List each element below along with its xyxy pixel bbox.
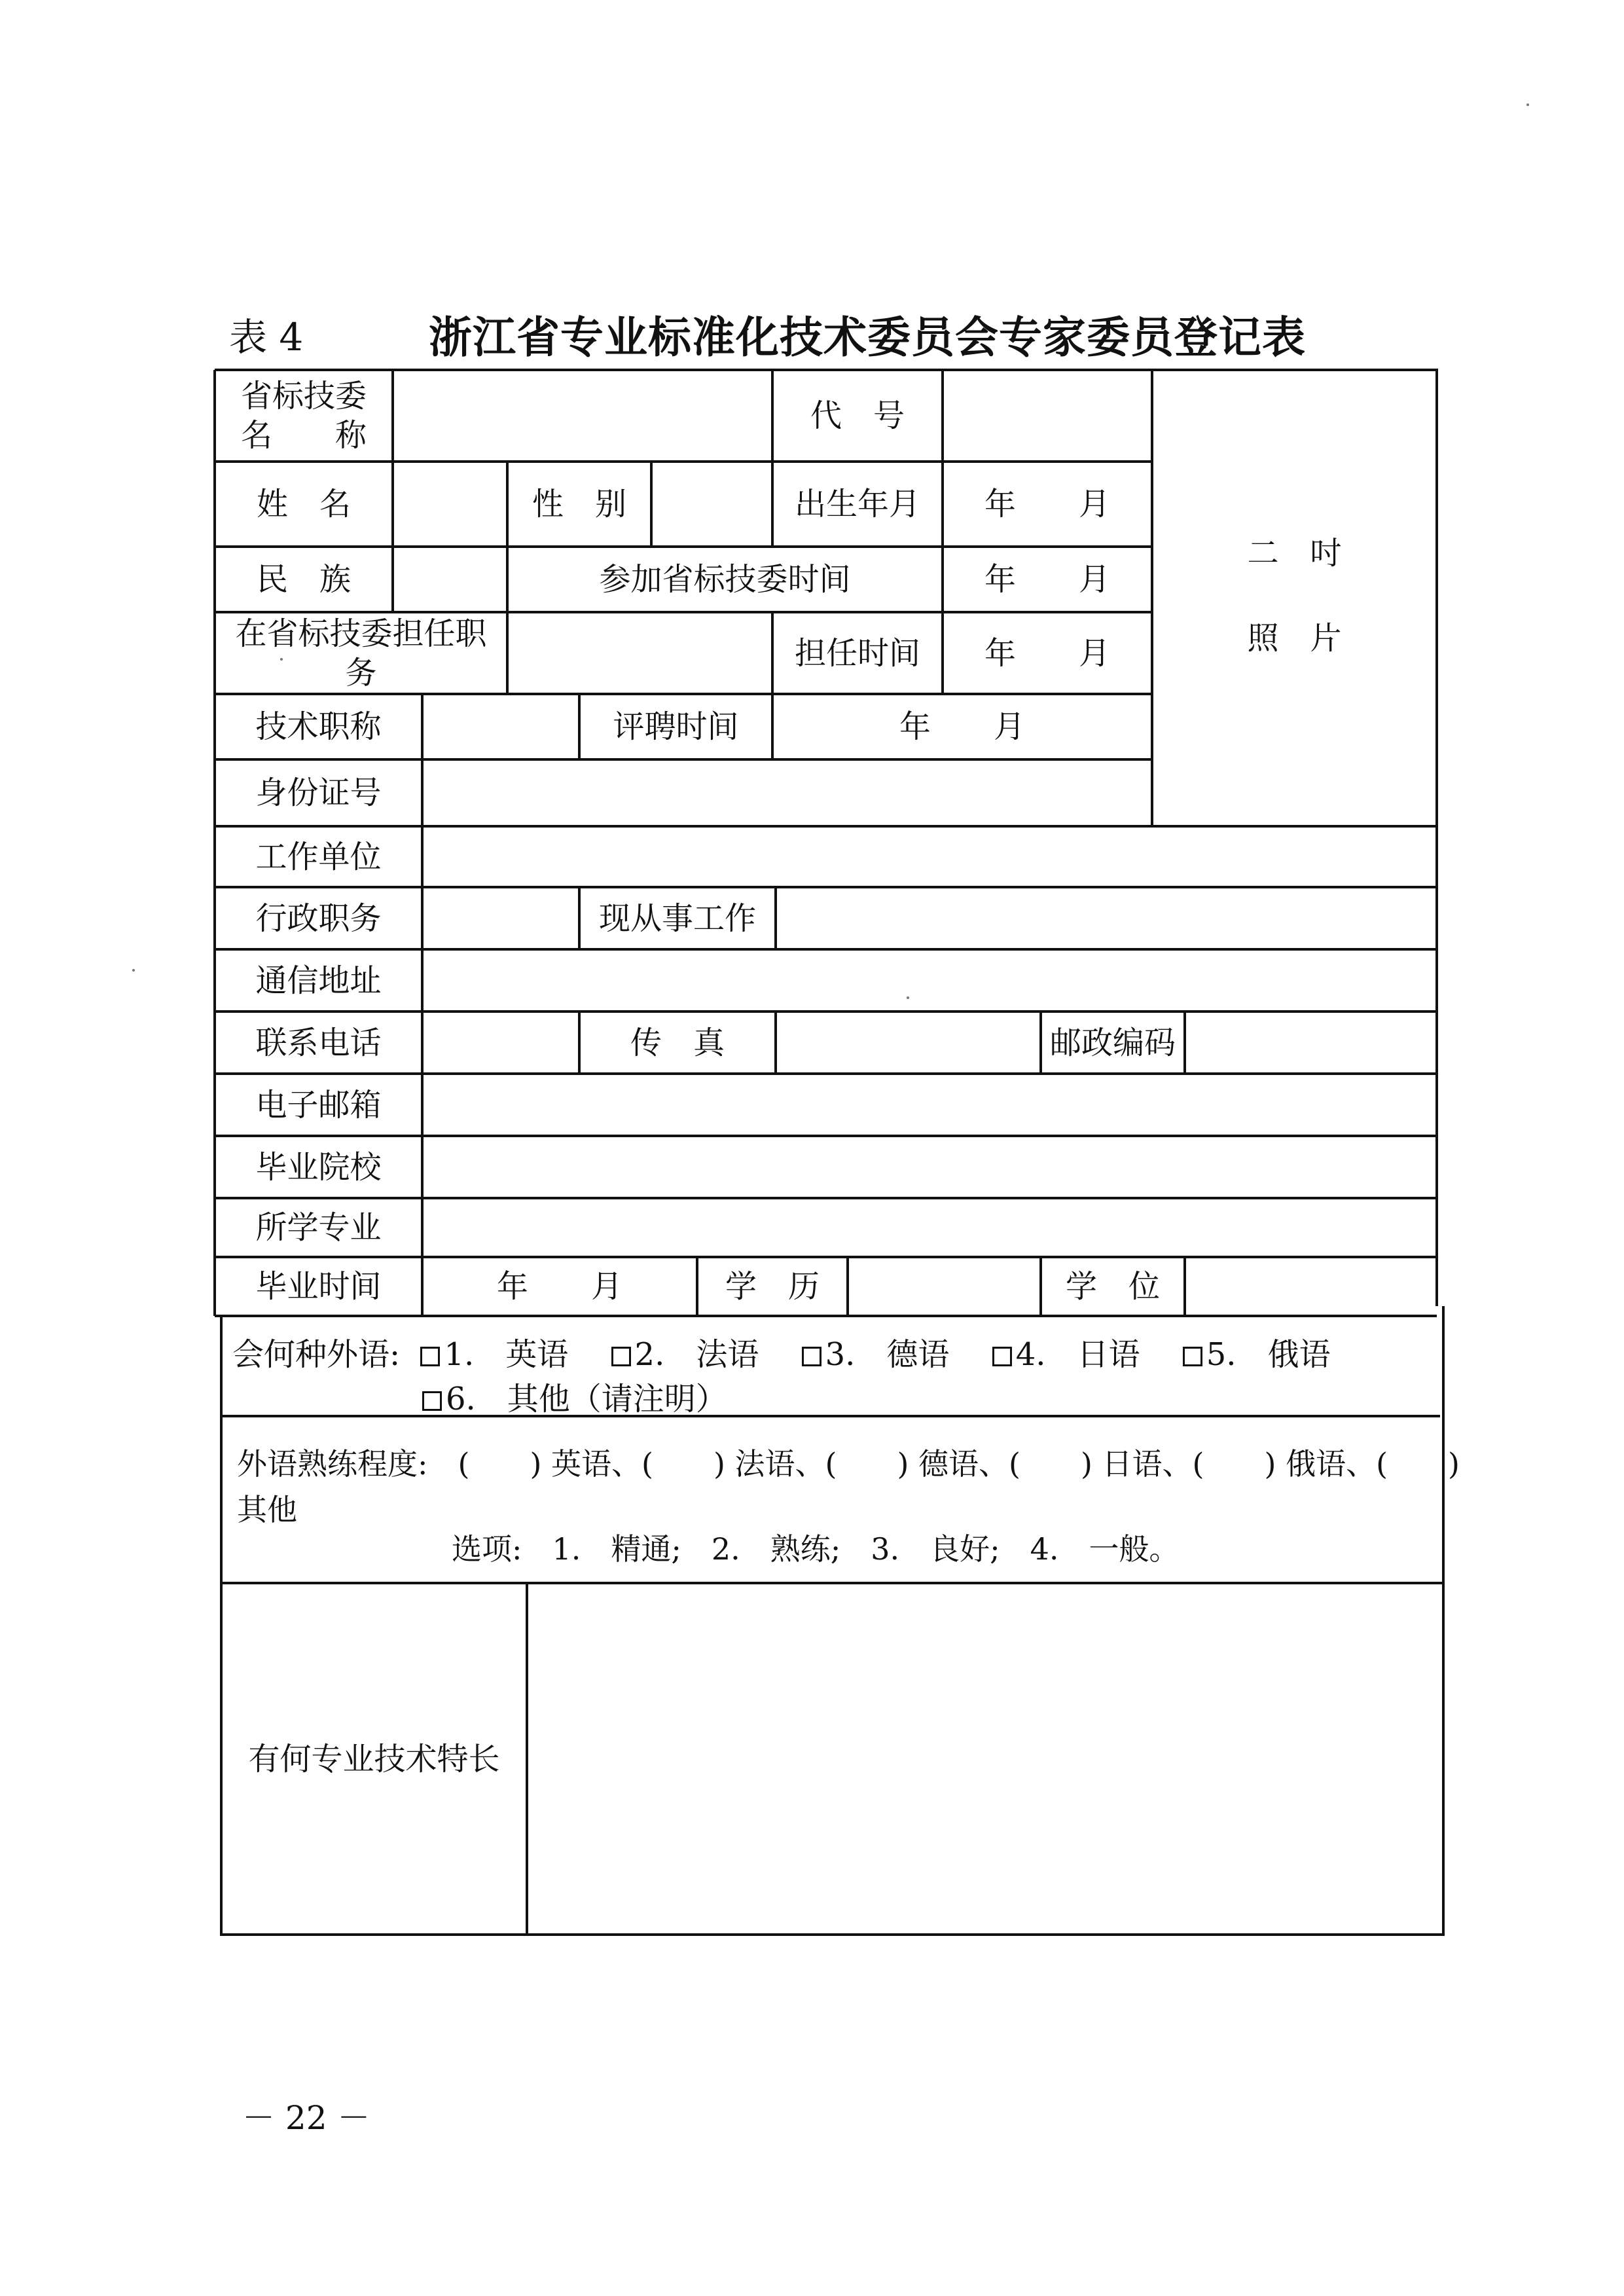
phone-label: 联系电话 bbox=[255, 1024, 382, 1061]
committee-name-label-line1: 省标技委 bbox=[240, 378, 367, 414]
scan-speck bbox=[1526, 103, 1529, 106]
id-number-field[interactable] bbox=[424, 761, 1151, 825]
checkbox-icon[interactable] bbox=[802, 1347, 821, 1366]
position-label-line2: 务 bbox=[345, 654, 377, 691]
education-field[interactable] bbox=[849, 1258, 1039, 1315]
specialty-label: 有何专业技术特长 bbox=[248, 1740, 500, 1777]
fax-label: 传 真 bbox=[630, 1024, 725, 1061]
table-number: 表 4 bbox=[229, 315, 304, 359]
photo-area bbox=[1153, 511, 1435, 681]
major-field[interactable] bbox=[424, 1199, 1435, 1256]
photo-label-line2: 照 片 bbox=[1247, 620, 1342, 657]
lang-option-japanese[interactable]: 4. 日语 bbox=[992, 1336, 1140, 1373]
committee-name-label-line2: 名 称 bbox=[240, 417, 367, 454]
employer-field[interactable] bbox=[424, 828, 1435, 886]
birth-label: 出生年月 bbox=[794, 486, 920, 522]
scan-speck bbox=[907, 996, 909, 999]
scan-speck bbox=[280, 658, 283, 661]
gender-field[interactable] bbox=[653, 463, 771, 545]
lang-option-english[interactable]: 1. 英语 bbox=[420, 1336, 568, 1373]
position-time-label: 担任时间 bbox=[794, 634, 920, 672]
code-field[interactable] bbox=[944, 371, 1151, 460]
position-label-line1: 在省标技委担任职 bbox=[235, 615, 487, 652]
photo-label-line1: 二 吋 bbox=[1247, 535, 1342, 572]
tech-title-label: 技术职称 bbox=[255, 708, 382, 745]
languages-label: 会何种外语: bbox=[232, 1336, 401, 1373]
lang-option-russian[interactable]: 5. 俄语 bbox=[1183, 1336, 1331, 1373]
name-field[interactable] bbox=[394, 463, 506, 545]
specialty-field[interactable] bbox=[528, 1584, 1442, 1933]
current-work-label: 现从事工作 bbox=[598, 900, 756, 937]
hire-time-label: 评聘时间 bbox=[613, 708, 739, 745]
join-time-field[interactable]: 年 月 bbox=[984, 561, 1110, 598]
gender-label: 性 别 bbox=[532, 486, 626, 522]
position-label bbox=[216, 613, 506, 693]
page-number: － 22 － bbox=[242, 2099, 370, 2137]
code-label: 代 号 bbox=[810, 397, 905, 434]
scan-speck bbox=[132, 969, 135, 972]
checkbox-icon[interactable] bbox=[611, 1347, 631, 1366]
checkbox-icon[interactable] bbox=[420, 1347, 440, 1366]
join-time-label: 参加省标技委时间 bbox=[599, 561, 851, 598]
birth-field[interactable]: 年 月 bbox=[984, 486, 1110, 522]
committee-name-field[interactable] bbox=[394, 371, 771, 460]
admin-post-label: 行政职务 bbox=[255, 900, 382, 937]
tech-title-field[interactable] bbox=[424, 695, 578, 758]
form-title: 浙江省专业标准化技术委员会专家委员登记表 bbox=[429, 312, 1306, 363]
school-field[interactable] bbox=[424, 1137, 1435, 1197]
postcode-label: 邮政编码 bbox=[1049, 1024, 1176, 1061]
checkbox-icon[interactable] bbox=[1183, 1347, 1202, 1366]
id-number-label: 身份证号 bbox=[255, 774, 382, 811]
committee-name-label bbox=[216, 371, 391, 460]
lang-option-other[interactable]: 6. 其他（请注明） bbox=[422, 1374, 727, 1419]
proficiency-line-2: 其他 bbox=[237, 1492, 297, 1527]
major-label: 所学专业 bbox=[255, 1209, 382, 1246]
ethnicity-field[interactable] bbox=[394, 548, 506, 611]
checkbox-icon[interactable] bbox=[992, 1347, 1012, 1366]
ethnicity-label: 民 族 bbox=[256, 561, 351, 598]
proficiency-options: 选项: 1. 精通; 2. 熟练; 3. 良好; 4. 一般。 bbox=[452, 1531, 1180, 1567]
email-field[interactable] bbox=[424, 1075, 1435, 1135]
lang-option-french[interactable]: 2. 法语 bbox=[611, 1336, 759, 1373]
name-label: 姓 名 bbox=[256, 486, 351, 522]
email-label: 电子邮箱 bbox=[255, 1086, 382, 1123]
employer-label: 工作单位 bbox=[255, 838, 382, 875]
admin-post-field[interactable] bbox=[424, 888, 578, 948]
degree-field[interactable] bbox=[1186, 1258, 1435, 1315]
school-label: 毕业院校 bbox=[255, 1148, 382, 1186]
postcode-field[interactable] bbox=[1186, 1013, 1435, 1072]
phone-field[interactable] bbox=[424, 1013, 578, 1072]
address-field[interactable] bbox=[424, 951, 1435, 1010]
proficiency-line-1: 外语熟练程度: ( ) 英语、( ) 法语、( ) 德语、( ) 日语、( ) 俄语、( ) bbox=[237, 1446, 1460, 1482]
current-work-field[interactable] bbox=[777, 888, 1435, 948]
languages-row-1 bbox=[232, 1329, 1331, 1374]
lang-option-german[interactable]: 3. 德语 bbox=[802, 1336, 950, 1373]
grad-time-label: 毕业时间 bbox=[255, 1268, 382, 1305]
address-label: 通信地址 bbox=[255, 962, 382, 999]
hire-time-field[interactable]: 年 月 bbox=[899, 708, 1025, 745]
grad-time-field[interactable]: 年 月 bbox=[496, 1268, 623, 1305]
education-label: 学 历 bbox=[725, 1268, 820, 1305]
checkbox-icon[interactable] bbox=[422, 1391, 442, 1411]
position-field[interactable] bbox=[509, 613, 771, 693]
degree-label: 学 位 bbox=[1065, 1268, 1160, 1305]
fax-field[interactable] bbox=[777, 1013, 1039, 1072]
position-time-field[interactable]: 年 月 bbox=[984, 634, 1110, 672]
